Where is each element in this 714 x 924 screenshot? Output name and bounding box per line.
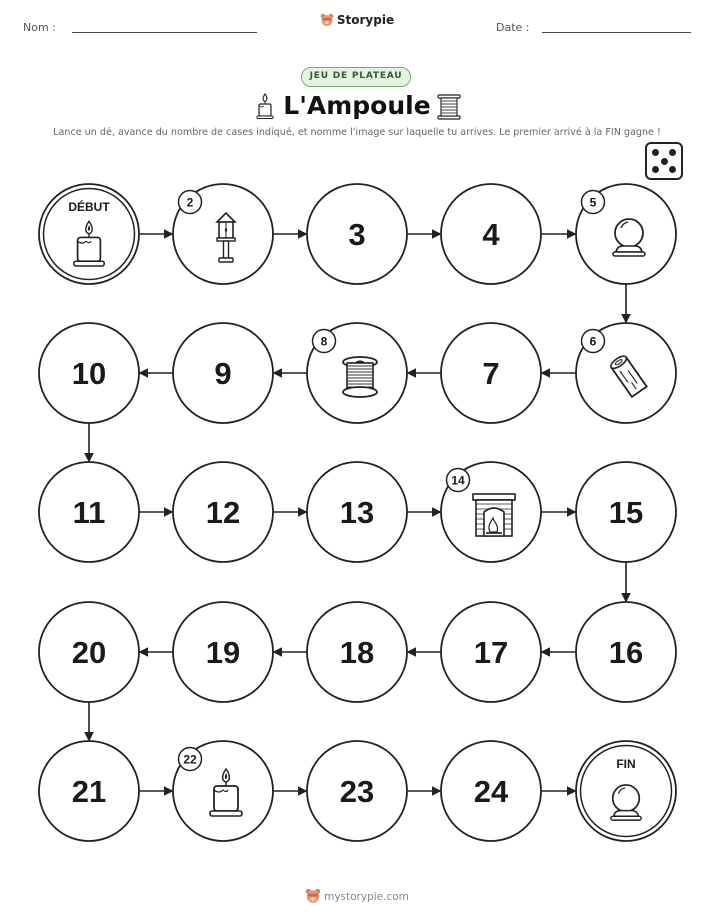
board-cell-20 bbox=[39, 602, 139, 702]
cell-number: 21 bbox=[71, 774, 107, 809]
board-cell-10 bbox=[39, 323, 139, 423]
board-cells bbox=[39, 184, 676, 841]
board-cell-14 bbox=[441, 462, 541, 562]
cell-number: 24 bbox=[473, 774, 509, 809]
cell-number: 9 bbox=[214, 356, 232, 391]
cell-number: 7 bbox=[482, 356, 500, 391]
cell-number: 8 bbox=[320, 334, 328, 349]
board-cell-19 bbox=[173, 602, 273, 702]
board-cell-18 bbox=[307, 602, 407, 702]
board-cell-8 bbox=[307, 323, 407, 423]
crystal-ball-icon bbox=[611, 785, 641, 820]
start-label: DÉBUT bbox=[68, 200, 110, 214]
cell-number: 10 bbox=[71, 356, 107, 391]
cell-number: 23 bbox=[339, 774, 375, 809]
cell-number: 15 bbox=[608, 495, 644, 530]
board-cell-25 bbox=[576, 741, 676, 841]
cell-number: 2 bbox=[186, 195, 194, 210]
board-cell-15 bbox=[576, 462, 676, 562]
cell-number: 20 bbox=[71, 635, 107, 670]
game-type-badge: JEU DE PLATEAU bbox=[301, 67, 411, 87]
board-cell-12 bbox=[173, 462, 273, 562]
cell-number: 12 bbox=[205, 495, 241, 530]
spool-icon bbox=[343, 357, 377, 397]
footer-brand bbox=[0, 888, 714, 904]
cell-number: 19 bbox=[205, 635, 241, 670]
cell-number-badge bbox=[179, 191, 202, 214]
cell-number: 11 bbox=[72, 495, 106, 530]
instructions-text: Lance un dé, avance du nombre de cases indiqué, et nomme l'image sur laquelle tu arrives. Le premier arrivé à la FIN gagne ! bbox=[53, 127, 661, 138]
fireplace-icon bbox=[473, 494, 515, 536]
cell-number: 5 bbox=[589, 195, 597, 210]
board-cell-16 bbox=[576, 602, 676, 702]
board-cell-17 bbox=[441, 602, 541, 702]
name-label: Nom : bbox=[23, 21, 56, 34]
cell-number: 22 bbox=[183, 752, 197, 767]
board-cell-7 bbox=[441, 323, 541, 423]
board-cell-5 bbox=[576, 184, 676, 284]
cell-number: 13 bbox=[339, 495, 375, 530]
board-cell-6 bbox=[576, 323, 676, 423]
cell-number: 14 bbox=[451, 473, 465, 488]
cell-number-badge bbox=[179, 748, 202, 771]
bear-logo-icon bbox=[305, 888, 321, 904]
cell-number: 18 bbox=[339, 635, 375, 670]
cell-number-badge bbox=[582, 191, 605, 214]
page-title: L'Ampoule bbox=[283, 91, 431, 120]
cell-number: 17 bbox=[473, 635, 509, 670]
cell-number-badge bbox=[582, 330, 605, 353]
cell-number: 3 bbox=[348, 217, 366, 252]
cell-number: 6 bbox=[589, 334, 597, 349]
footer-url: mystorypie.com bbox=[324, 891, 409, 903]
cell-number: 16 bbox=[608, 635, 644, 670]
board-cell-4 bbox=[441, 184, 541, 284]
cell-number-badge bbox=[447, 469, 470, 492]
board-cell-3 bbox=[307, 184, 407, 284]
cell-number-badge bbox=[313, 330, 336, 353]
board-cell-1 bbox=[39, 184, 139, 284]
board-cell-21 bbox=[39, 741, 139, 841]
board-cell-13 bbox=[307, 462, 407, 562]
board-cell-9 bbox=[173, 323, 273, 423]
board-cell-23 bbox=[307, 741, 407, 841]
board-cell-11 bbox=[39, 462, 139, 562]
board-cell-22 bbox=[173, 741, 273, 841]
board-cell-2 bbox=[173, 184, 273, 284]
cell-number: 4 bbox=[482, 217, 500, 252]
board-cell-24 bbox=[441, 741, 541, 841]
brand-name: Storypie bbox=[336, 13, 395, 27]
crystal-ball-icon bbox=[613, 219, 645, 256]
date-label: Date : bbox=[496, 21, 530, 34]
finish-label: FIN bbox=[616, 757, 636, 771]
